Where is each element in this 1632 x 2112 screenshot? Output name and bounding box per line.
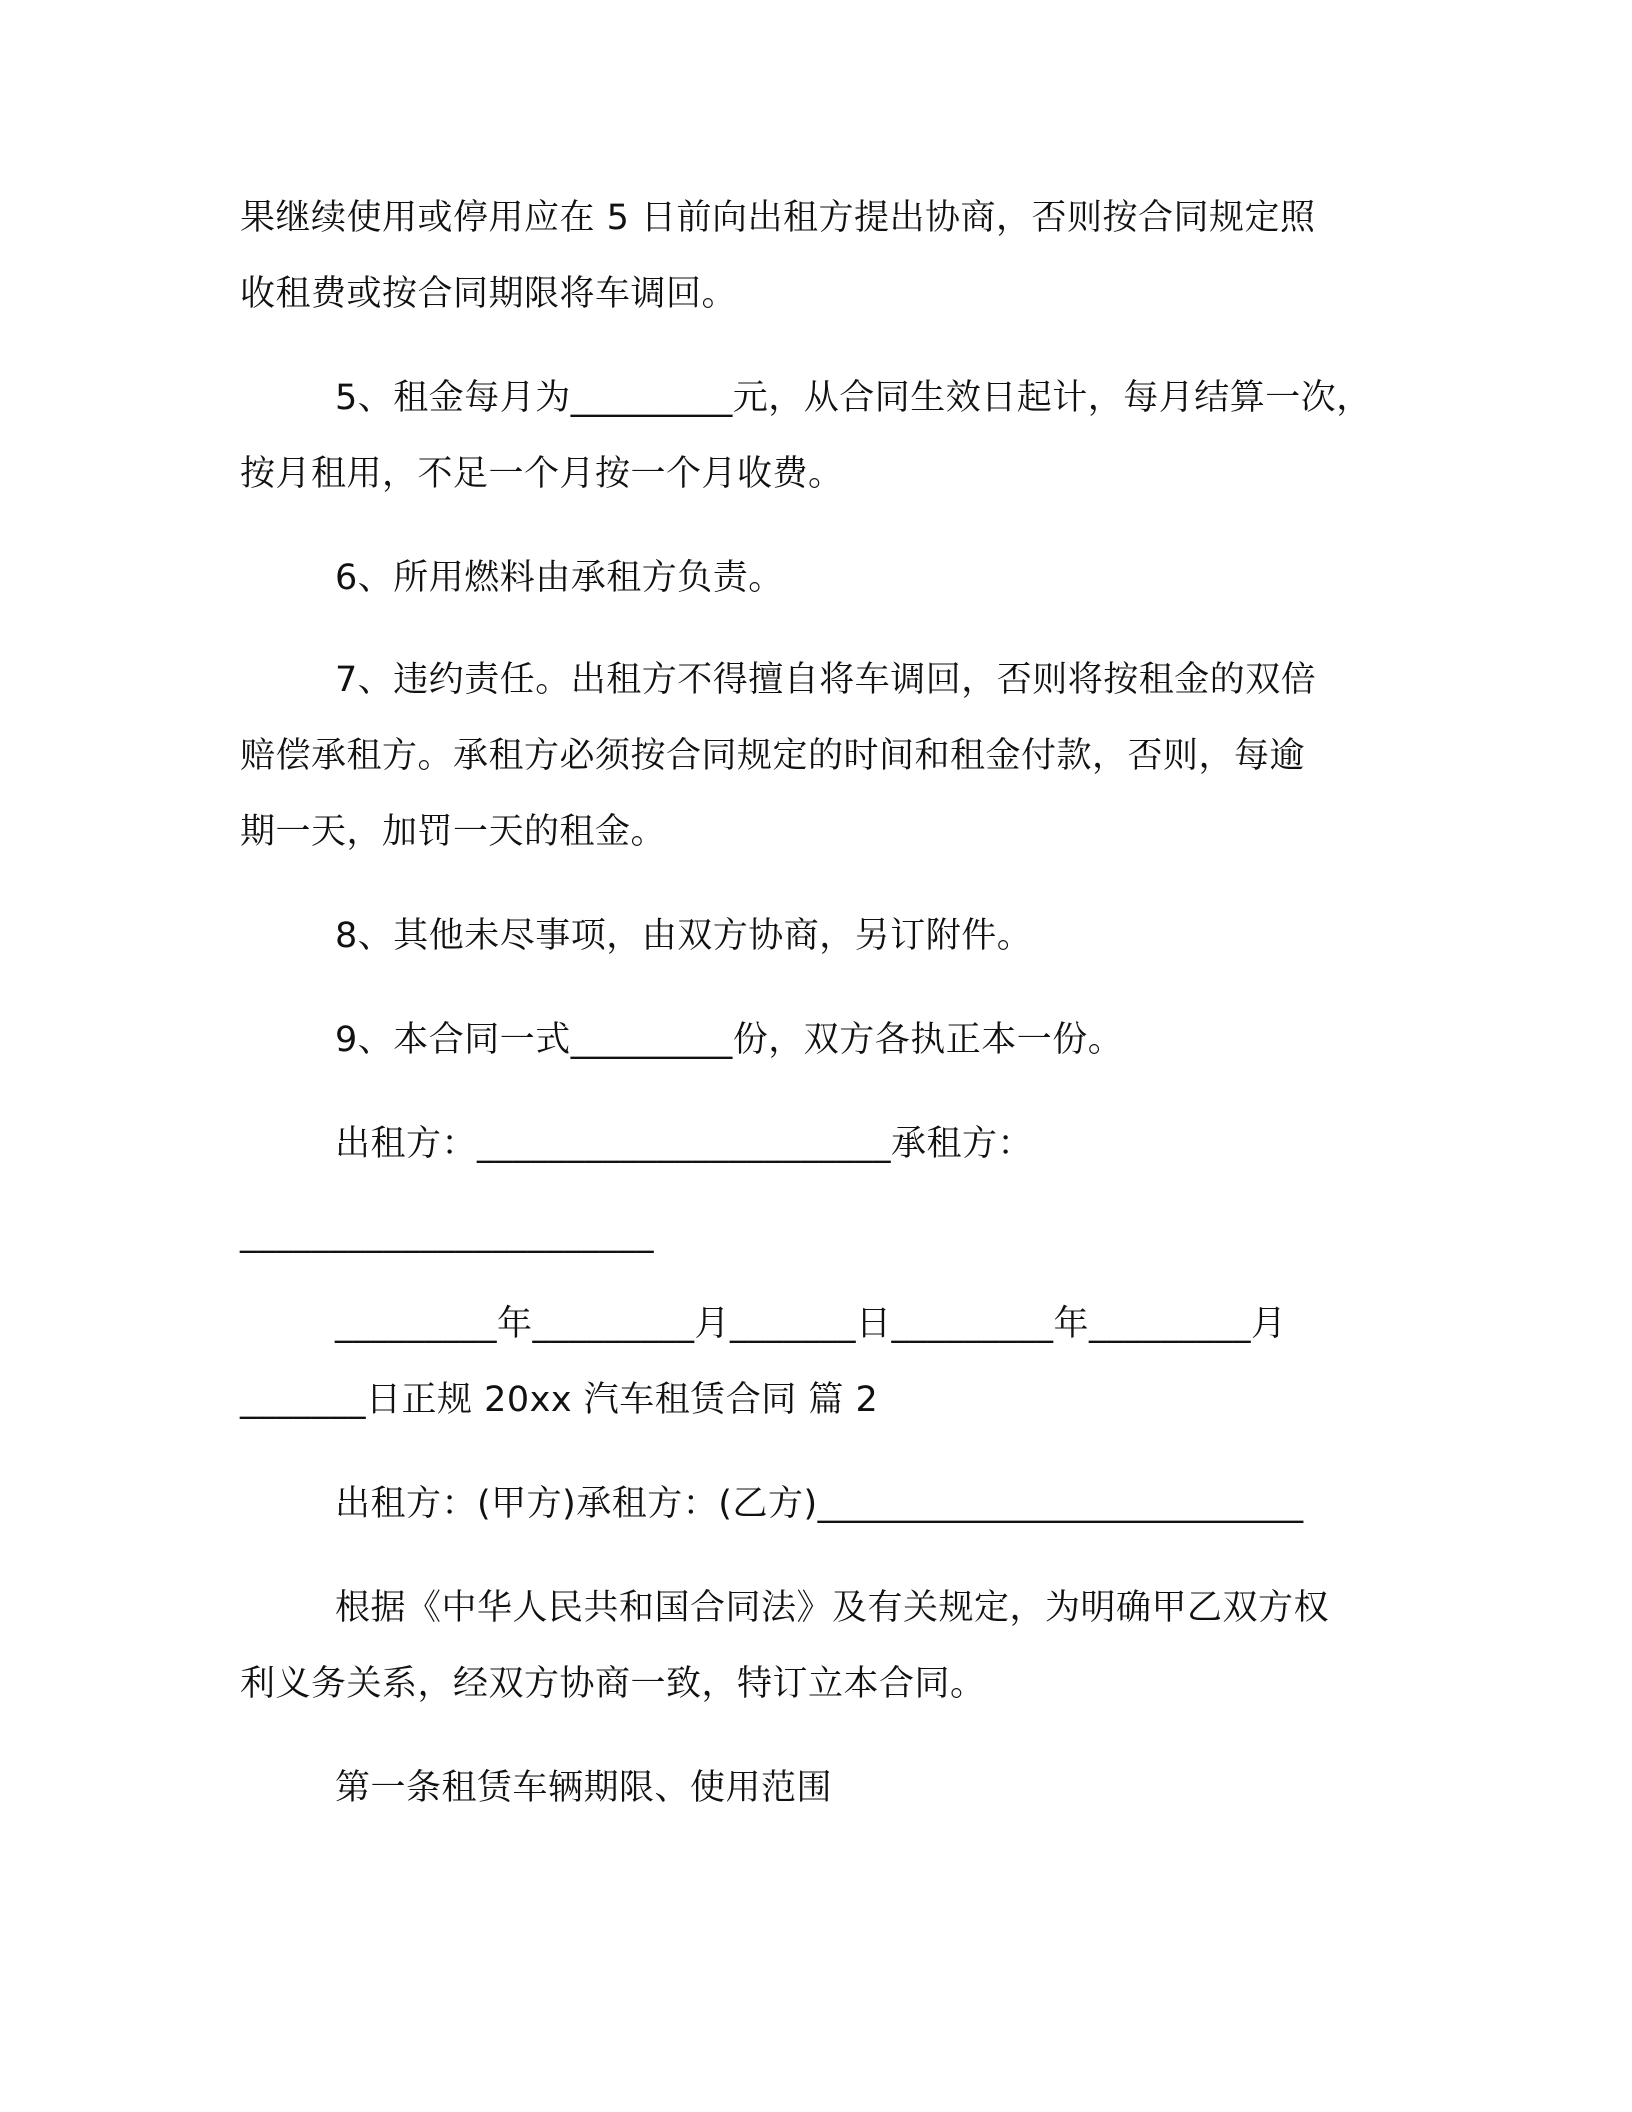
date-line: _________年_________月_______日_________年_________月 xyxy=(335,1304,1287,1344)
text-line: 收租费或按合同期限将车调回。 xyxy=(240,274,738,314)
text-line: 果继续使用或停用应在 5 日前向出租方提出协商，否则按合同规定照 xyxy=(240,198,1316,238)
text-line: 按月租用，不足一个月按一个月收费。 xyxy=(240,454,844,494)
clause-6-line: 6、所用燃料由承租方负责。 xyxy=(335,558,784,598)
section-heading-line: _______日正规 20xx 汽车租赁合同 篇 2 xyxy=(240,1380,879,1420)
signature-parties-line: 出租方：_______________________承租方： xyxy=(335,1124,1034,1164)
clause-9-line: 9、本合同一式_________份，双方各执正本一份。 xyxy=(335,1020,1124,1060)
text-line: 赔偿承租方。承租方必须按合同规定的时间和租金付款，否则，每逾 xyxy=(240,736,1306,776)
clause-5-line: 5、租金每月为_________元，从合同生效日起计，每月结算一次， xyxy=(335,378,1372,418)
text-line: 期一天，加罚一天的租金。 xyxy=(240,812,667,852)
clause-8-line: 8、其他未尽事项，由双方协商，另订附件。 xyxy=(335,916,1033,956)
preamble-line: 根据《中华人民共和国合同法》及有关规定，为明确甲乙双方权 xyxy=(335,1588,1330,1628)
parties-line: 出租方：(甲方)承租方：(乙方)___________________________ xyxy=(335,1484,1304,1524)
text-line: 利义务关系，经双方协商一致，特订立本合同。 xyxy=(240,1664,986,1704)
signature-blank-line: _______________________ xyxy=(240,1214,654,1254)
article-1-heading: 第一条租赁车辆期限、使用范围 xyxy=(335,1768,833,1808)
clause-7-line: 7、违约责任。出租方不得擅自将车调回，否则将按租金的双倍 xyxy=(335,660,1317,700)
